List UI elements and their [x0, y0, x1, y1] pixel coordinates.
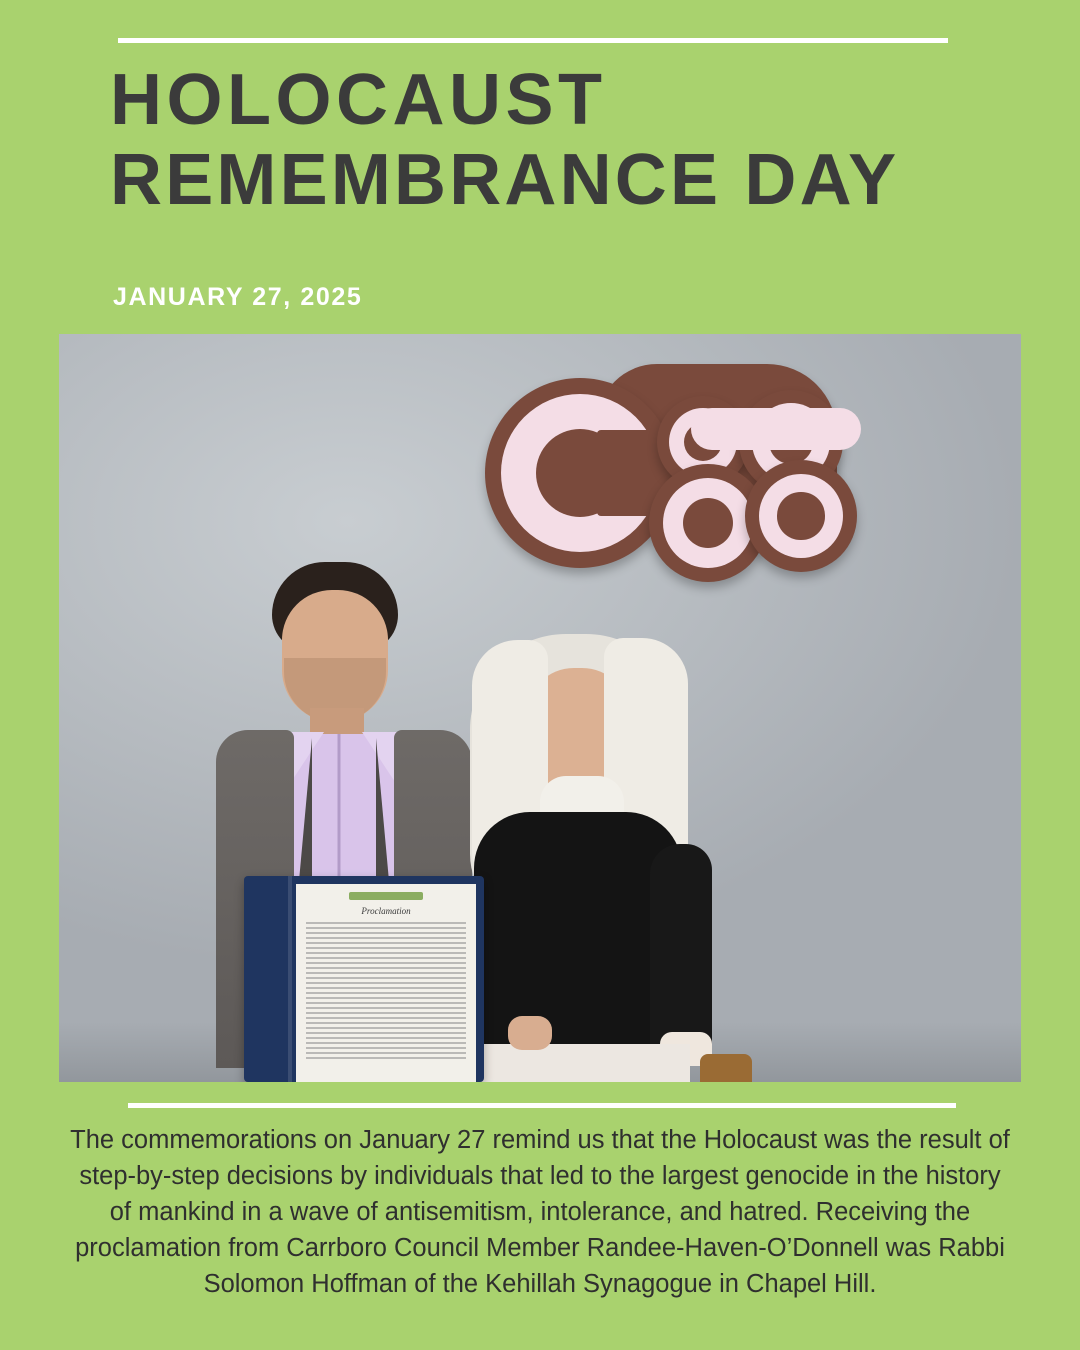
town-seal-icon: [349, 892, 423, 900]
event-date: JANUARY 27, 2025: [113, 283, 363, 311]
logo-highlight-bar: [691, 408, 861, 450]
proclamation-folder: [244, 876, 484, 1082]
proclamation-body-lines: [306, 922, 466, 1076]
carrboro-town-logo-icon: [477, 360, 897, 590]
bottom-divider: [128, 1103, 956, 1108]
right-person-arm: [650, 844, 712, 1064]
proclamation-title: Proclamation: [361, 906, 411, 916]
person-right: [454, 634, 754, 1082]
caption-text: The commemorations on January 27 remind us that the Holocaust was the result of step-by-step decisions by individuals that led to the largest genocide in the history of mankind in a wave of antisemitism, intolerance, and hatred. Receiving the proclamation from Carrboro Council Member Randee-Haven-O’Donnell was Rabbi Solomon Hoffman of the Kehillah Synagogue in Chapel Hill.: [70, 1126, 1010, 1298]
right-person-bag: [700, 1054, 752, 1082]
page-title: [110, 60, 1040, 220]
logo-ring-4: [745, 460, 857, 572]
title-line-2: REMEMBRANCE DAY: [110, 140, 900, 220]
folder-spine: [288, 876, 292, 1082]
event-photo: [59, 334, 1021, 1082]
proclamation-document: [296, 884, 476, 1082]
right-person-hand: [508, 1016, 552, 1050]
right-person-pants: [478, 1044, 690, 1082]
top-divider: [118, 38, 948, 43]
title-line-1: HOLOCAUST: [110, 60, 607, 140]
